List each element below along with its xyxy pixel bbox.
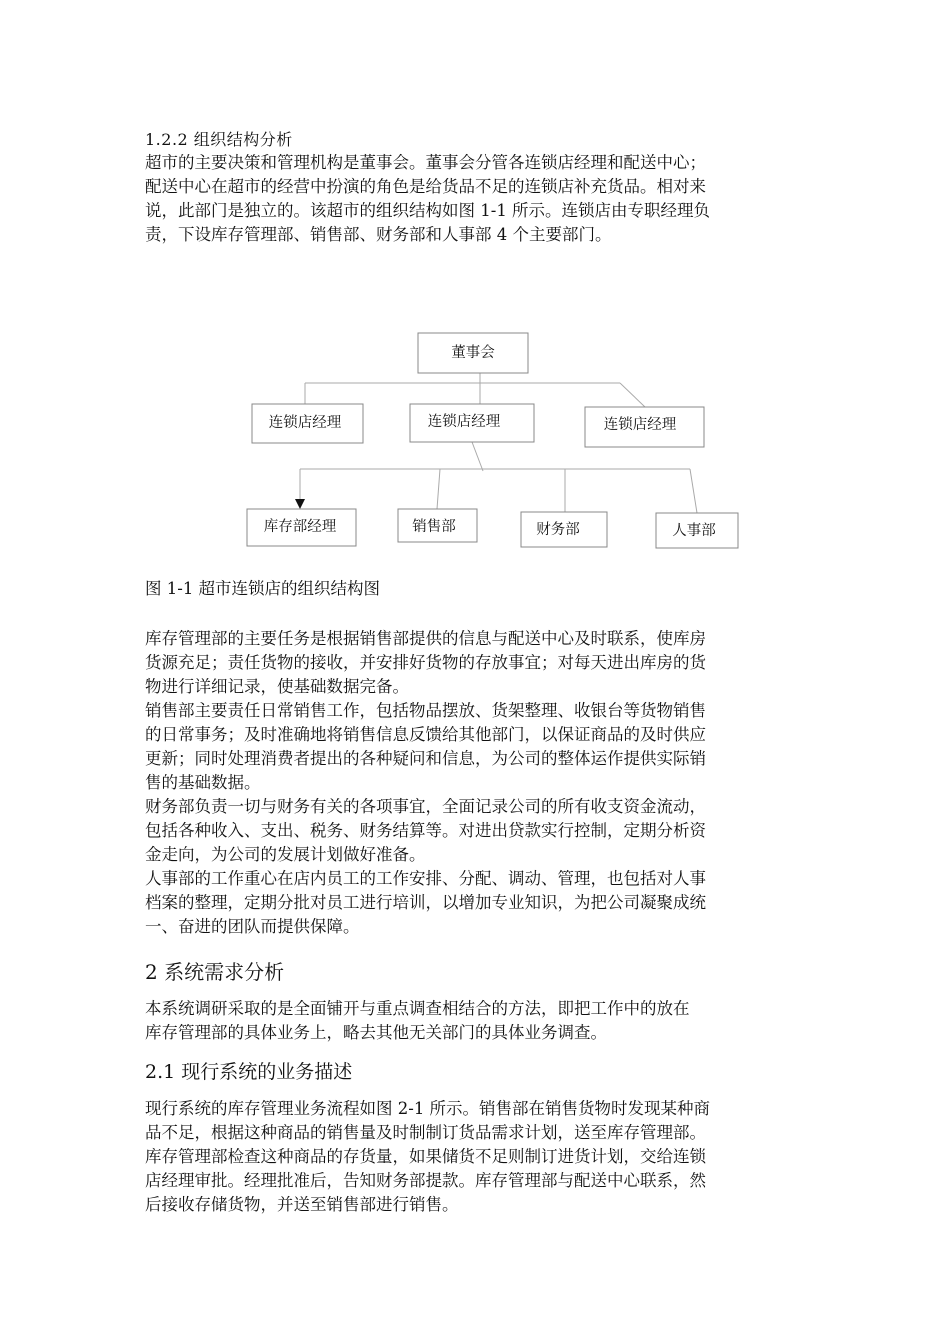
text-line: 库存管理部的具体业务上，略去其他无关部门的具体业务调查。 — [145, 1023, 607, 1042]
department-box — [247, 509, 356, 546]
manager-box — [410, 404, 534, 442]
sales-paragraph — [145, 699, 825, 795]
manager-label: 连锁店经理 — [268, 415, 342, 431]
text-line: 后接收存储货物，并送至销售部进行销售。 — [145, 1195, 459, 1214]
text-line: 店经理审批。经理批准后，告知财务部提款。库存管理部与配送中心联系，然 — [145, 1171, 706, 1190]
department-label: 财务部 — [536, 522, 580, 538]
text-line: 的日常事务；及时准确地将销售信息反馈给其他部门，以保证商品的及时供应 — [145, 725, 706, 744]
department-box — [398, 509, 477, 542]
section-heading-2: 2 系统需求分析 — [145, 960, 285, 984]
text-line: 说，此部门是独立的。该超市的组织结构如图 1-1 所示。连锁店由专职经理负 — [145, 201, 711, 220]
text-line: 金走向，为公司的发展计划做好准备。 — [145, 845, 426, 864]
text-line: 品不足，根据这种商品的销售量及时制制订货品需求计划，送至库存管理部。 — [145, 1123, 706, 1142]
board-label: 董事会 — [451, 345, 495, 361]
section-heading-1-2-2: 1.2.2 组织结构分析 — [145, 130, 293, 149]
text-line: 售的基础数据。 — [145, 773, 261, 792]
manager-label: 连锁店经理 — [603, 417, 677, 433]
board-box — [418, 333, 528, 373]
text-line: 库存管理部检查这种商品的存货量，如果储货不足则制订进货计划，交给连锁 — [145, 1147, 706, 1166]
text-line: 库存管理部的主要任务是根据销售部提供的信息与配送中心及时联系，使库房 — [145, 629, 706, 648]
department-box — [521, 512, 607, 547]
text-line: 更新；同时处理消费者提出的各种疑问和信息，为公司的整体运作提供实际销 — [145, 749, 706, 768]
department-label: 人事部 — [672, 523, 716, 539]
org-chart — [0, 0, 950, 570]
text-line: 物进行详细记录，使基础数据完备。 — [145, 677, 409, 696]
manager-box — [252, 404, 363, 443]
department-label: 销售部 — [412, 519, 456, 535]
text-line: 超市的主要决策和管理机构是董事会。董事会分管各连锁店经理和配送中心； — [145, 153, 706, 172]
manager-box — [585, 407, 704, 447]
text-line: 责，下设库存管理部、销售部、财务部和人事部 4 个主要部门。 — [145, 225, 612, 244]
text-line: 一、奋进的团队而提供保障。 — [145, 917, 360, 936]
department-box — [656, 513, 738, 548]
text-line: 现行系统的库存管理业务流程如图 2-1 所示。销售部在销售货物时发现某种商 — [145, 1099, 711, 1118]
manager-label: 连锁店经理 — [427, 414, 501, 430]
text-line: 销售部主要责任日常销售工作，包括物品摆放、货架整理、收银台等货物销售 — [145, 701, 706, 720]
department-label: 库存部经理 — [263, 519, 337, 535]
section-heading-2-1: 2.1 现行系统的业务描述 — [145, 1061, 353, 1083]
inventory-paragraph — [145, 627, 825, 699]
text-line: 人事部的工作重心在店内员工的工作安排、分配、调动、管理，也包括对人事 — [145, 869, 706, 888]
text-line: 档案的整理，定期分批对员工进行培训，以增加专业知识，为把公司凝聚成统 — [145, 893, 706, 912]
section-2-paragraph — [145, 997, 825, 1045]
hr-paragraph — [145, 867, 825, 939]
text-line: 包括各种收入、支出、税务、财务结算等。对进出贷款实行控制，定期分析资 — [145, 821, 706, 840]
figure-caption: 图 1-1 超市连锁店的组织结构图 — [145, 579, 381, 598]
section-2-1-paragraph — [145, 1097, 825, 1217]
text-line: 货源充足；责任货物的接收，并安排好货物的存放事宜；对每天进出库房的货 — [145, 653, 706, 672]
text-line: 配送中心在超市的经营中扮演的角色是给货品不足的连锁店补充货品。相对来 — [145, 177, 706, 196]
text-line: 财务部负责一切与财务有关的各项事宜，全面记录公司的所有收支资金流动， — [145, 797, 706, 816]
text-line: 本系统调研采取的是全面铺开与重点调查相结合的方法，即把工作中的放在 — [145, 999, 690, 1018]
finance-paragraph — [145, 795, 825, 867]
